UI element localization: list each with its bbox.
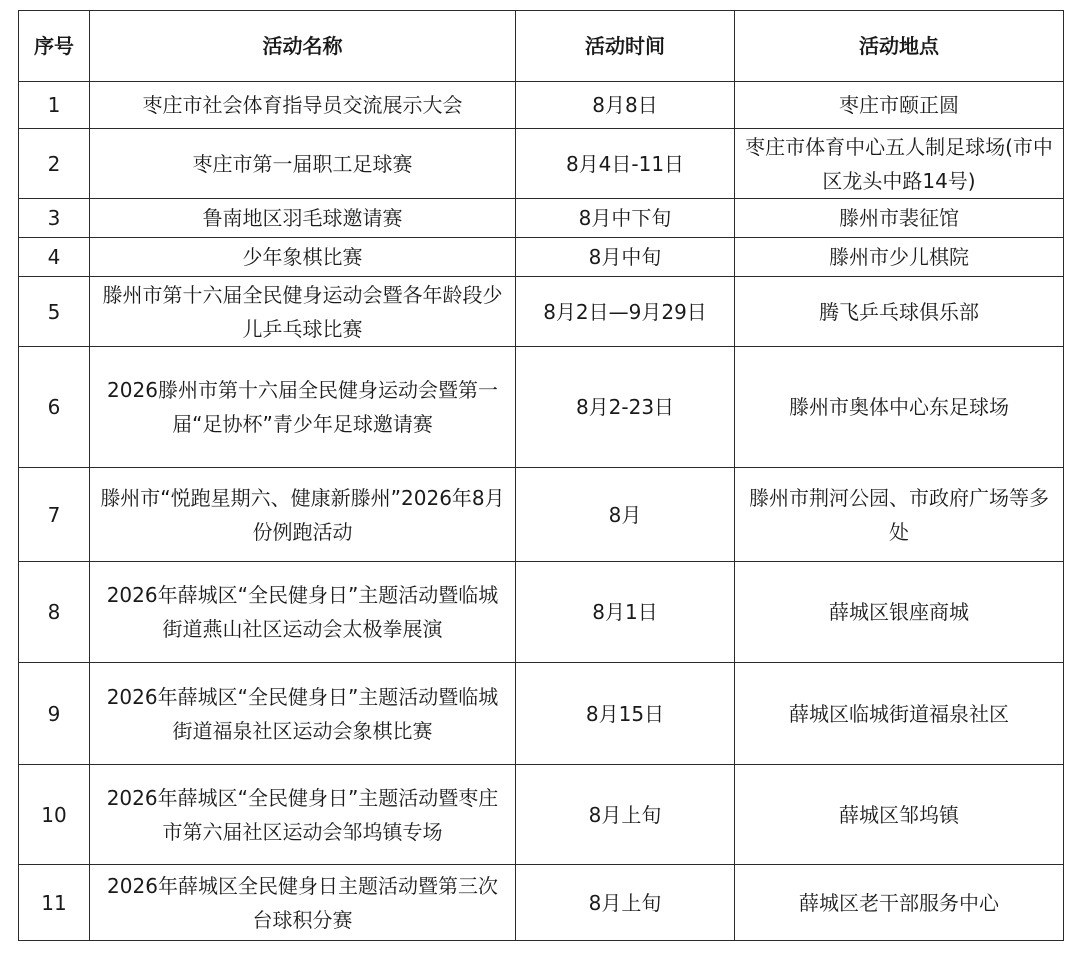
cell-no: 11 <box>19 865 90 941</box>
header-name: 活动名称 <box>90 11 516 82</box>
cell-no: 4 <box>19 238 90 277</box>
cell-name: 2026滕州市第十六届全民健身运动会暨第一届“足协杯”青少年足球邀请赛 <box>90 347 516 468</box>
cell-place: 枣庄市颐正圆 <box>735 82 1064 129</box>
cell-place: 滕州市荆河公园、市政府广场等多处 <box>735 468 1064 562</box>
cell-name: 2026年薛城区全民健身日主题活动暨第三次台球积分赛 <box>90 865 516 941</box>
cell-time: 8月1日 <box>516 562 735 663</box>
cell-time: 8月 <box>516 468 735 562</box>
cell-name: 滕州市“悦跑星期六、健康新滕州”2026年8月份例跑活动 <box>90 468 516 562</box>
cell-time: 8月8日 <box>516 82 735 129</box>
cell-no: 6 <box>19 347 90 468</box>
cell-name: 枣庄市第一届职工足球赛 <box>90 129 516 199</box>
table-row <box>19 765 1064 865</box>
table-row <box>19 82 1064 129</box>
cell-name: 2026年薛城区“全民健身日”主题活动暨枣庄市第六届社区运动会邹坞镇专场 <box>90 765 516 865</box>
cell-no: 3 <box>19 199 90 238</box>
cell-place: 滕州市裴征馆 <box>735 199 1064 238</box>
table-row <box>19 468 1064 562</box>
cell-no: 10 <box>19 765 90 865</box>
cell-time: 8月4日-11日 <box>516 129 735 199</box>
table-row <box>19 562 1064 663</box>
cell-no: 8 <box>19 562 90 663</box>
cell-name: 滕州市第十六届全民健身运动会暨各年龄段少儿乒乓球比赛 <box>90 277 516 347</box>
table-row <box>19 199 1064 238</box>
table-row <box>19 347 1064 468</box>
table-row <box>19 663 1064 765</box>
cell-name: 枣庄市社会体育指导员交流展示大会 <box>90 82 516 129</box>
table-row <box>19 865 1064 941</box>
cell-place: 薛城区临城街道福泉社区 <box>735 663 1064 765</box>
cell-time: 8月上旬 <box>516 765 735 865</box>
cell-no: 1 <box>19 82 90 129</box>
cell-time: 8月2日—9月29日 <box>516 277 735 347</box>
header-place: 活动地点 <box>735 11 1064 82</box>
cell-time: 8月2-23日 <box>516 347 735 468</box>
header-row <box>19 11 1064 82</box>
cell-name: 2026年薛城区“全民健身日”主题活动暨临城街道福泉社区运动会象棋比赛 <box>90 663 516 765</box>
cell-no: 2 <box>19 129 90 199</box>
table-row <box>19 129 1064 199</box>
cell-name: 2026年薛城区“全民健身日”主题活动暨临城街道燕山社区运动会太极拳展演 <box>90 562 516 663</box>
cell-place: 滕州市奥体中心东足球场 <box>735 347 1064 468</box>
cell-place: 薛城区邹坞镇 <box>735 765 1064 865</box>
header-no: 序号 <box>19 11 90 82</box>
cell-time: 8月15日 <box>516 663 735 765</box>
cell-place: 腾飞乒乓球俱乐部 <box>735 277 1064 347</box>
cell-place: 滕州市少儿棋院 <box>735 238 1064 277</box>
table-row <box>19 277 1064 347</box>
cell-time: 8月中旬 <box>516 238 735 277</box>
cell-place: 枣庄市体育中心五人制足球场(市中区龙头中路14号) <box>735 129 1064 199</box>
events-table <box>18 10 1064 941</box>
cell-time: 8月中下旬 <box>516 199 735 238</box>
cell-place: 薛城区银座商城 <box>735 562 1064 663</box>
cell-time: 8月上旬 <box>516 865 735 941</box>
cell-place: 薛城区老干部服务中心 <box>735 865 1064 941</box>
header-time: 活动时间 <box>516 11 735 82</box>
cell-name: 少年象棋比赛 <box>90 238 516 277</box>
cell-no: 5 <box>19 277 90 347</box>
cell-no: 7 <box>19 468 90 562</box>
cell-no: 9 <box>19 663 90 765</box>
cell-name: 鲁南地区羽毛球邀请赛 <box>90 199 516 238</box>
table-row <box>19 238 1064 277</box>
